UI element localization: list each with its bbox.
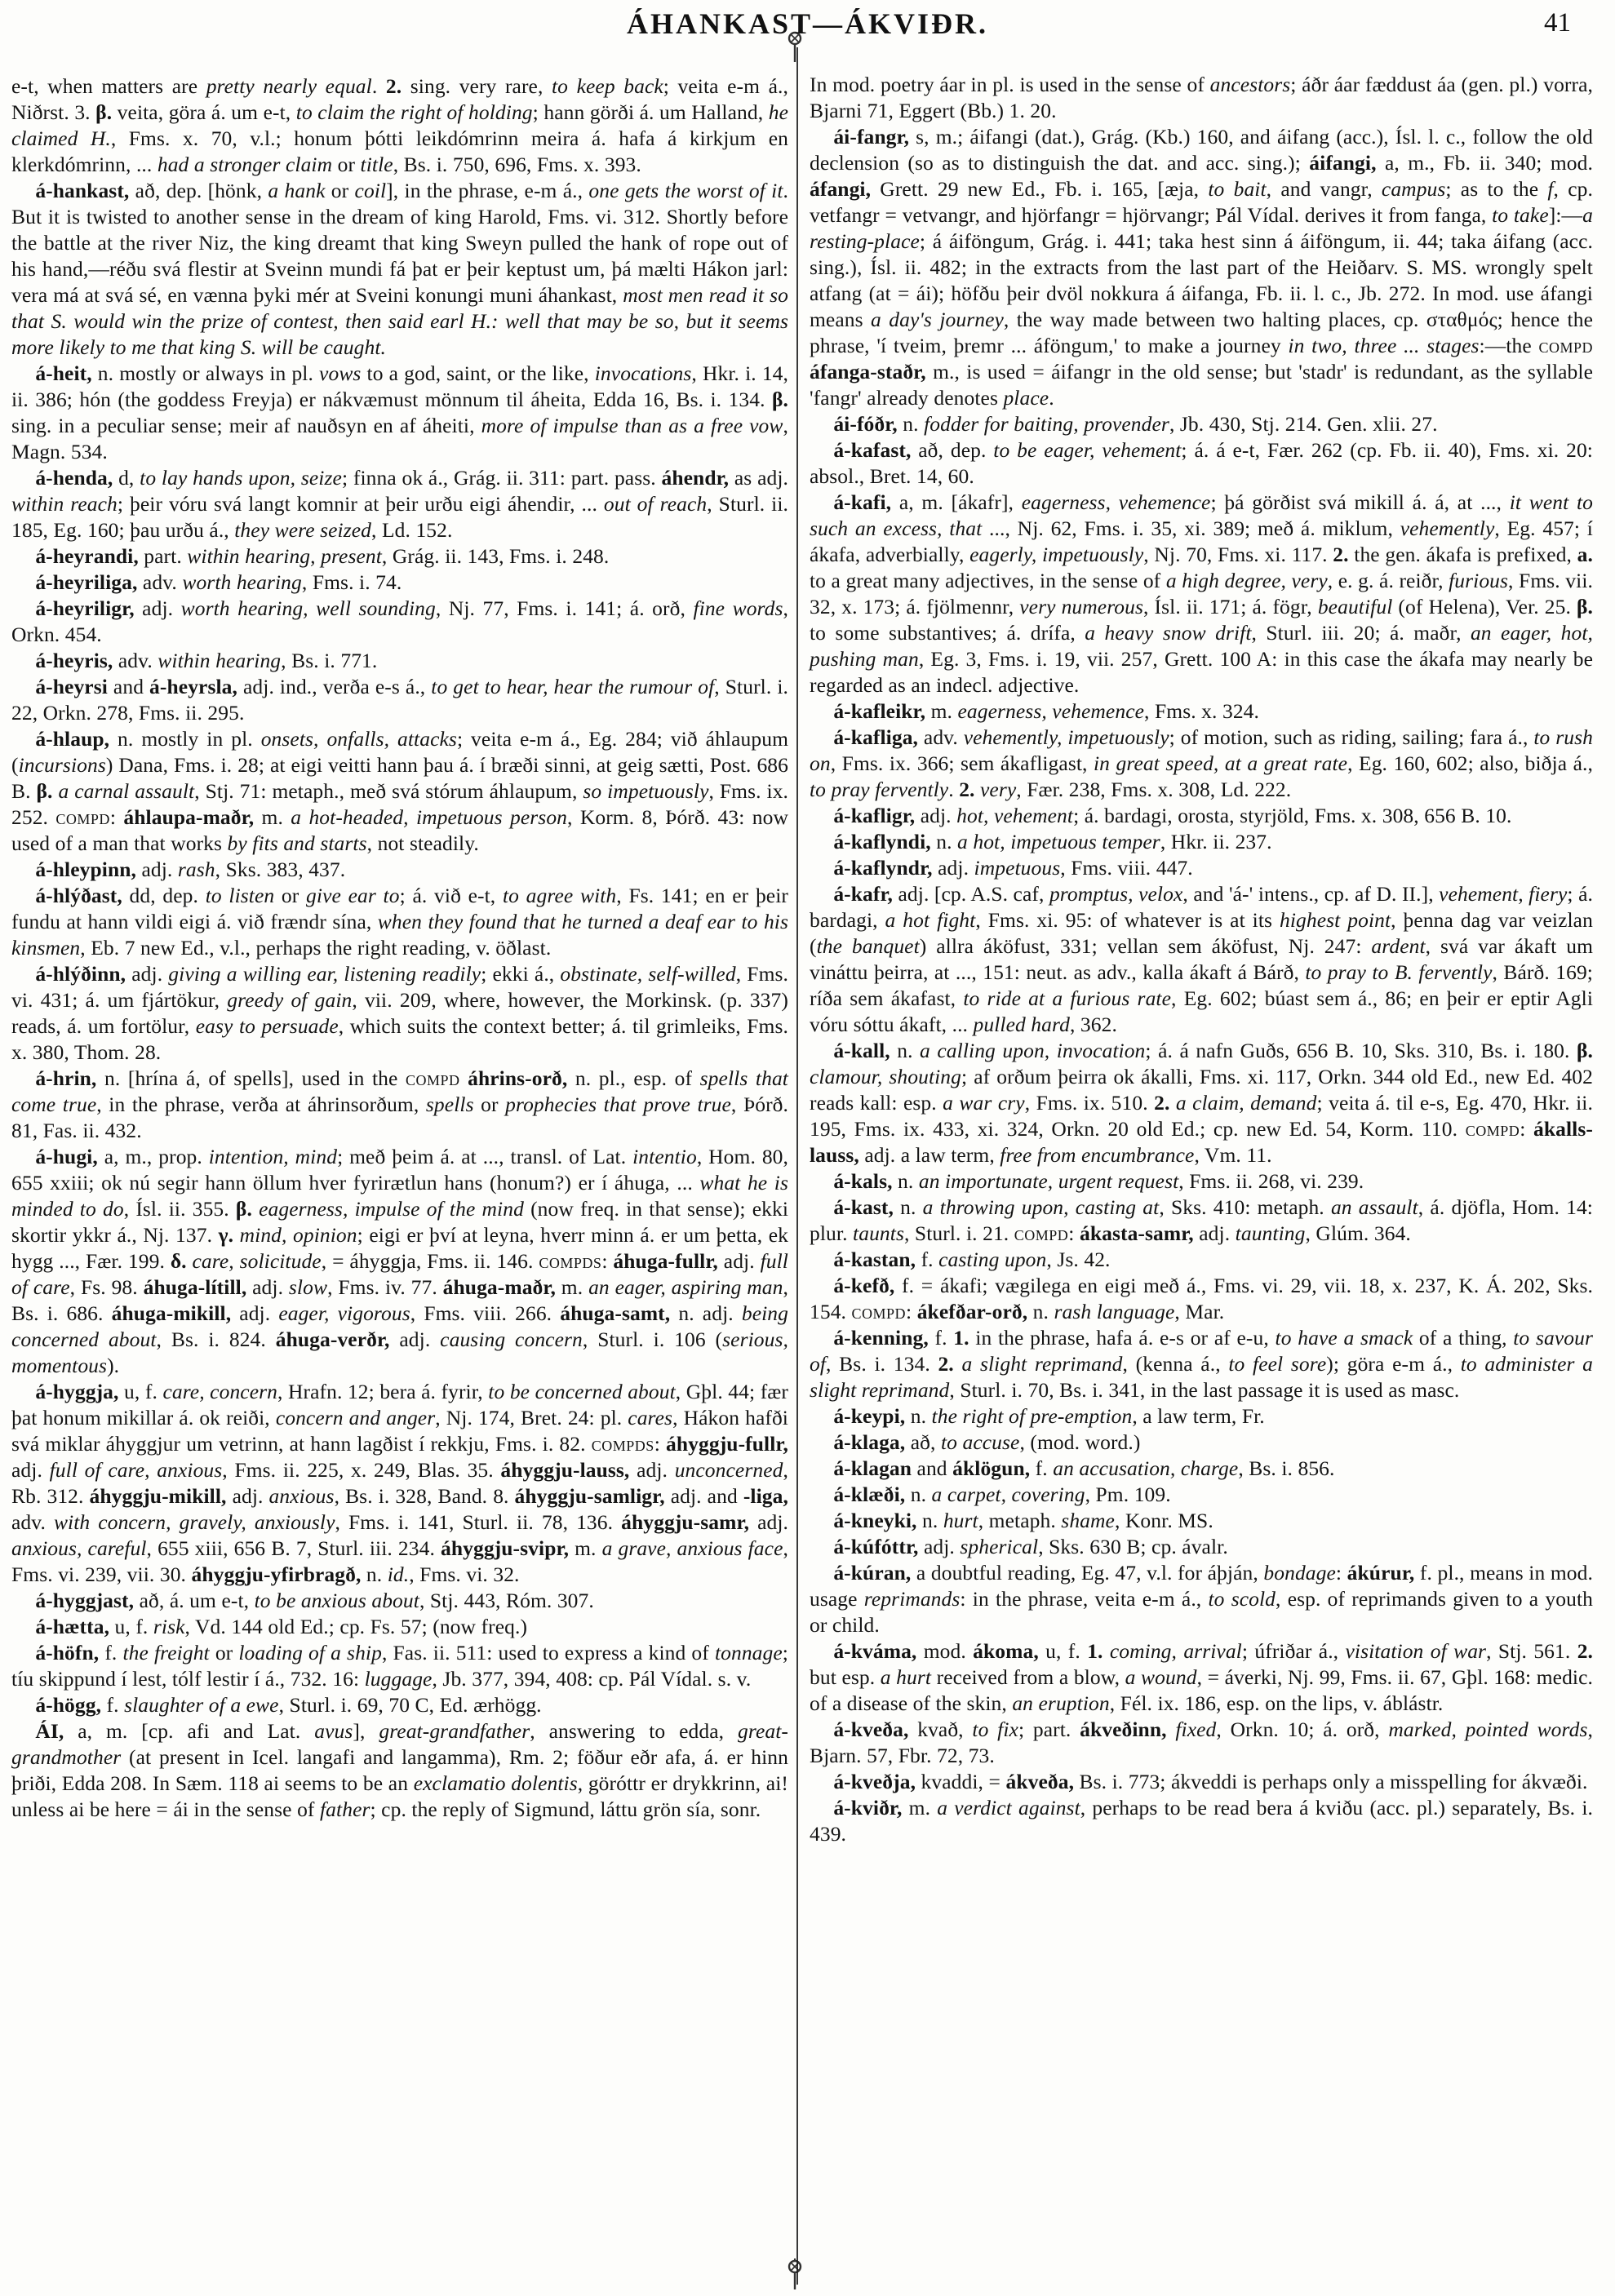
dictionary-entry: á-klæði, n. a carpet, covering, Pm. 109. bbox=[833, 1483, 1171, 1506]
dictionary-entry: á-hyggja, u, f. care, concern, Hrafn. 12; bera á. fyrir, to be concerned about, Gþl. 44; fær þat honum mikillar á. ok reiði, concern and anger, Nj. 174, Bret. 24: pl. cares, Hákon hafði svá miklar áhyggjur um vetrinn, at hann lagðist í rekkju, Fms. i. 82. compds: áhyggju-fullr, adj. full of care, anxious, Fms. ii. 225, x. 249, Blas. 35. áhyggju-lauss, adj. unconcerned, Rb. 312. áhyggju-mikill, adj. anxious, Bs. i. 328, Band. 8. áhyggju-samligr, adj. and -liga, adv. with concern, gravely, anxiously, Fms. i. 141, Sturl. ii. 78, 136. áhyggju-samr, adj. anxious, careful, 655 xiii, 656 B. 7, Sturl. iii. 234. áhyggju-svipr, m. a grave, anxious face, Fms. vi. 239, vii. 30. áhyggju-yfirbragð, n. id., Fms. vi. 32. bbox=[11, 1380, 788, 1586]
dictionary-entry: á-heyris, adv. within hearing, Bs. i. 771. bbox=[35, 649, 378, 672]
dictionary-entry: á-klagan and áklögun, f. an accusation, charge, Bs. i. 856. bbox=[833, 1456, 1335, 1480]
dictionary-entry: á-hrin, n. [hrína á, of spells], used in the compd áhrins-orð, n. pl., esp. of spells that come true, in the phrase, verða at áhrinsorðum, spells or prophecies that prove true, Þórð. 81, Fas. ii. 432. bbox=[11, 1066, 788, 1142]
dictionary-entry: á-klaga, að, to accuse, (mod. word.) bbox=[833, 1430, 1141, 1454]
dictionary-entry: á-kefð, f. = ákafi; vægilega en eigi með á., Fms. vi. 29, vii. 18, x. 237, K. Á. 202, Sks. 154. compd: ákefðar-orð, n. rash language, Mar. bbox=[810, 1274, 1593, 1323]
dictionary-entry: á-kastan, f. casting upon, Js. 42. bbox=[833, 1248, 1111, 1271]
dictionary-entry: á-kafleikr, m. eagerness, vehemence, Fms. x. 324. bbox=[833, 699, 1260, 723]
dictionary-entry: á-hugi, a, m., prop. intention, mind; með þeim á. at ..., transl. of Lat. intentio, Hom. 80, 655 xxiii; ok nú segir hann öllum hver fyrirætlun hans (honum?) er í áhuga, ... what he is minded to do, Ísl. ii. 355. β. eagerness, impulse of the mind (now freq. in that sense); ekki skortir ykkr á., Nj. 137. γ. mind, opinion; eigi er því at leyna, hverr minn á. er um þetta, ek hygg ..., Fær. 199. δ. care, solicitude, = áhyggja, Fms. ii. 146. compds: áhuga-fullr, adj. full of care, Fs. 98. áhuga-lítill, adj. slow, Fms. iv. 77. áhuga-maðr, m. an eager, aspiring man, Bs. i. 686. áhuga-mikill, adj. eager, vigorous, Fms. viii. 266. áhuga-samt, n. adj. being concerned about, Bs. i. 824. áhuga-verðr, adj. causing concern, Sturl. i. 106 (serious, momentous). bbox=[11, 1145, 789, 1377]
dictionary-entry: á-kviðr, m. a verdict against, perhaps to be read bera á kviðu (acc. pl.) separately, Bs. i. 439. bbox=[810, 1796, 1593, 1846]
dictionary-entry: á-kveðja, kvaddi, = ákveða, Bs. i. 773; ákveddi is perhaps only a misspelling for ákvæði. bbox=[833, 1770, 1588, 1793]
dictionary-entry: á-hætta, u, f. risk, Vd. 144 old Ed.; cp. Fs. 57; (now freq.) bbox=[35, 1615, 528, 1638]
dictionary-entry: á-kveða, kvað, to fix; part. ákveðinn, fixed, Orkn. 10; á. orð, marked, pointed words, Bjarn. 57, Fbr. 72, 73. bbox=[810, 1718, 1593, 1767]
dictionary-entry: á-kenning, f. 1. in the phrase, hafa á. e-s or af e-u, to have a smack of a thing, to savour of, Bs. i. 134. 2. a slight reprimand, (kenna á., to feel sore); göra e-m á., to administer a slight reprimand, Sturl. i. 70, Bs. i. 341, in the last passage it is used as masc. bbox=[810, 1326, 1594, 1402]
dictionary-entry: á-kneyki, n. hurt, metaph. shame, Konr. MS. bbox=[833, 1509, 1213, 1532]
dictionary-entry: á-kúran, a doubtful reading, Eg. 47, v.l. for áþján, bondage: ákúrur, f. pl., means in mod. usage reprimands: in the phrase, veita e-m á., to scold, esp. of reprimands given to a youth or child. bbox=[810, 1561, 1593, 1637]
page-title: ÁHANKAST—ÁKVIÐR. bbox=[626, 7, 989, 40]
dictionary-entry: ái-fangr, s, m.; áifangi (dat.), Grág. (Kb.) 160, and áifang (acc.), Ísl. l. c., follow the old declension (so as to distinguish the dat. and acc. sing.); áifangi, a, m., Fb. ii. 340; mod. áfangi, Grett. 29 new Ed., Fb. i. 165, [æja, to bait, and vangr, campus; as to the f, cp. vetfangr = vetvangr, and hjörfangr = hjörvangr; Pál Vídal. derives it from fanga, to take]:—a resting-place; á áiföngum, Grág. i. 441; taka hest sinn á áiföngum, ii. 44; taka áifang (acc. sing.), Ísl. ii. 482; in the extracts from the last part of the Heiðarv. S. MS. wrongly spelt atfang (at = ái); höfðu þeir dvöl nokkura á áifanga, Fb. ii. l. c., Jb. 272. In mod. use áfangi means a day's journey, the way made between two halting places, cp. σταθμός; hence the phrase, 'í tveim, þremr ... áföngum,' to make a journey in two, three ... stages:—the compd áfanga-staðr, m., is used = áifangr in the old sense; but 'stadr' is redundant, as the syllable 'fangr' already denotes place. bbox=[810, 125, 1594, 410]
dictionary-entry: á-kafi, a, m. [ákafr], eagerness, vehemence; þá görðist svá mikill á. á, at ..., it went to such an excess, that ..., Nj. 62, Fms. i. 35, xi. 389; með á. miklum, vehemently, Eg. 457; í ákafa, adverbially, eagerly, impetuously, Nj. 70, Fms. xi. 117. 2. the gen. ákafa is prefixed, a. to a great many adjectives, in the sense of a high degree, very, e. g. á. reiðr, furious, Fms. vii. 32, x. 173; á. fjölmennr, very numerous, Ísl. ii. 171; á. fögr, beautiful (of Helena), Ver. 25. β. to some substantives; á. drífa, a heavy snow drift, Sturl. iii. 20; á. maðr, an eager, hot, pushing man, Eg. 3, Fms. i. 19, vii. 257, Grett. 100 A: in this case the ákafa may nearly be regarded as an indecl. adjective. bbox=[810, 490, 1594, 697]
dictionary-entry: á-kafr, adj. [cp. A.S. caf, promptus, velox, and 'á-' intens., cp. af D. II.], vehement, fiery; á. bardagi, a hot fight, Fms. xi. 95: of whatever is at its highest point, þenna dag var veizlan (the banquet) allra áköfust, 331; vellan sem áköfust, Nj. 247: ardent, svá var ákaft um vináttu þeirra, at ..., 151: neut. as adv., kalla ákaft á Bárð, to pray to B. fervently, Bárð. 169; ríða sem ákafast, to ride at a furious rate, Eg. 602; búast sem á., 86; en þeir er eptir Agli vóru sóttu ákaft, ... pulled hard, 362. bbox=[810, 882, 1594, 1036]
dictionary-entry: á-heyrandi, part. within hearing, present, Grág. ii. 143, Fms. i. 248. bbox=[35, 544, 610, 568]
column-divider-rule bbox=[796, 47, 798, 2285]
dictionary-entry: á-kast, n. a throwing upon, casting at, Sks. 410: metaph. an assault, á. djöfla, Hom. 14: plur. taunts, Sturl. i. 21. compd: ákasta-samr, adj. taunting, Glúm. 364. bbox=[810, 1195, 1593, 1245]
dictionary-entry: ái-fóðr, n. fodder for baiting, provender, Jb. 430, Stj. 214. Gen. xlii. 27. bbox=[833, 412, 1438, 436]
right-column bbox=[810, 72, 1593, 1847]
dictionary-entry: á-hlaup, n. mostly in pl. onsets, onfalls, attacks; veita e-m á., Eg. 284; við áhlaupum (incursions) Dana, Fms. i. 28; at eigi veitti hann þau á. í bræði sinni, at geig sætti, Post. 686 B. β. a carnal assault, Stj. 71: metaph., með svá stórum áhlaupum, so impetuously, Fms. ix. 252. compd: áhlaupa-maðr, m. a hot-headed, impetuous person, Korm. 8, Þórð. 43: now used of a man that works by fits and starts, not steadily. bbox=[11, 727, 789, 855]
left-column bbox=[11, 73, 788, 1823]
dictionary-entry: á-kaflyndr, adj. impetuous, Fms. viii. 447. bbox=[833, 856, 1193, 880]
dictionary-entry: á-hleypinn, adj. rash, Sks. 383, 437. bbox=[35, 858, 346, 881]
dictionary-entry: á-kváma, mod. ákoma, u, f. 1. coming, arrival; úfriðar á., visitation of war, Stj. 561. 2. but esp. a hurt received from a blow, a wound, = áverki, Nj. 99, Fms. ii. 67, Gþl. 168: medic. of a disease of the skin, an eruption, Fél. ix. 186, esp. on the lips, v. áblástr. bbox=[810, 1639, 1594, 1715]
dictionary-entry: á-keypi, n. the right of pre-emption, a law term, Fr. bbox=[833, 1404, 1265, 1428]
dictionary-entry: á-heyrsi and á-heyrsla, adj. ind., verða e-s á., to get to hear, hear the rumour of, Sturl. i. 22, Orkn. 278, Fms. ii. 295. bbox=[11, 675, 788, 725]
dictionary-entry: á-hlýðinn, adj. giving a willing ear, listening readily; ekki á., obstinate, self-willed, Fms. vi. 431; á. um fjártökur, greedy of gain, vii. 209, where, however, the Morkinsk. (p. 337) reads, á. um fortölur, easy to persuade, which suits the context better; á. til grimleiks, Fms. x. 380, Thom. 28. bbox=[11, 962, 788, 1064]
dictionary-entry: á-heit, n. mostly or always in pl. vows to a god, saint, or the like, invocations, Hkr. i. 14, ii. 386; hón (the goddess Freyja) er nákvæmust mönnum til áheita, Edda 16, Bs. i. 134. β. sing. in a peculiar sense; meir af nauðsyn en af áheiti, more of impulse than as a free vow, Magn. 534. bbox=[11, 361, 789, 463]
dictionary-entry: á-henda, d, to lay hands upon, seize; finna ok á., Grág. ii. 311: part. pass. áhendr, as adj. within reach; þeir vóru svá langt komnir at þeir urðu eigi áhendir, ... out of reach, Sturl. ii. 185, Eg. 160; þau urðu á., they were seized, Ld. 152. bbox=[11, 466, 789, 542]
dictionary-entry: á-kafliga, adv. vehemently, impetuously; of motion, such as riding, sailing; fara á., to rush on, Fms. ix. 366; sem ákafligast, in great speed, at a great rate, Eg. 160, 602; also, biðja á., to pray fervently. 2. very, Fær. 238, Fms. x. 308, Ld. 222. bbox=[810, 725, 1593, 801]
orb-cross-mark-bottom-icon bbox=[783, 2257, 810, 2291]
dictionary-entry: á-heyriliga, adv. worth hearing, Fms. i. 74. bbox=[35, 570, 402, 594]
dictionary-entry: á-hankast, að, dep. [hönk, a hank or coil], in the phrase, e-m á., one gets the worst of it. But it is twisted to another sense in the dream of king Harold, Fms. vi. 312. Shortly before the battle at the river Niz, the king dreamt that king Sweyn pulled the hank of rope out of his hand,—réðu svá flestir at Sveinn mundi fá þat er þeir keptust um, þá mælti Hákon jarl: vera má at svá sé, en vænna þyki mér at Sveini konungi muni áhankast, most men read it so that S. would win the prize of contest, then said earl H.: well that may be so, but it seems more likely to me that king S. will be caught. bbox=[11, 179, 789, 359]
dictionary-entry: á-högg, f. slaughter of a ewe, Sturl. i. 69, 70 C, Ed. ærhögg. bbox=[35, 1693, 542, 1717]
dictionary-entry: In mod. poetry áar in pl. is used in the sense of ancestors; áðr áar fæddust áa (gen. pl.) vorra, Bjarni 71, Eggert (Bb.) 1. 20. bbox=[810, 73, 1593, 122]
dictionary-entry: á-kaflyndi, n. a hot, impetuous temper, Hkr. ii. 237. bbox=[833, 830, 1272, 853]
dictionary-entry: á-hyggjast, að, á. um e-t, to be anxious about, Stj. 443, Róm. 307. bbox=[35, 1589, 594, 1612]
dictionary-entry: á-kafast, að, dep. to be eager, vehement; á. á e-t, Fær. 262 (cp. Fb. ii. 40), Fms. xi. 20: absol., Bret. 14, 60. bbox=[810, 438, 1593, 488]
dictionary-entry: á-kall, n. a calling upon, invocation; á. á nafn Guðs, 656 B. 10, Sks. 310, Bs. i. 180. β. clamour, shouting; af orðum þeirra ok ákalli, Fms. xi. 117, Orkn. 344 old Ed., new Ed. 402 reads kall: esp. a war cry, Fms. ix. 510. 2. a claim, demand; veita á. til e-s, Eg. 470, Hkr. ii. 195, Fms. ix. 433, xi. 324, Orkn. 20 old Ed.; cp. new Ed. 54, Korm. 110. compd: ákalls-lauss, adj. a law term, free from encumbrance, Vm. 11. bbox=[810, 1039, 1594, 1167]
dictionary-entry: á-kafligr, adj. hot, vehement; á. bardagi, orosta, styrjöld, Fms. x. 308, 656 B. 10. bbox=[833, 804, 1512, 827]
dictionary-entry: á-hlýðast, dd, dep. to listen or give ear to; á. við e-t, to agree with, Fs. 141; en er þeir fundu at hann vildi eigi á. við frændr sína, when they found that he turned a deaf ear to his kinsmen, Eb. 7 new Ed., v.l., perhaps the right reading, v. öðlast. bbox=[11, 884, 789, 960]
dictionary-entry: á-höfn, f. the freight or loading of a ship, Fas. ii. 511: used to express a kind of tonnage; tíu skippund í lest, tólf lestir í á., 732. 16: luggage, Jb. 377, 394, 408: cp. Pál Vídal. s. v. bbox=[11, 1641, 788, 1691]
dictionary-entry: ÁI, a, m. [cp. afi and Lat. avus], great-grandfather, answering to edda, great-grandmother (at present in Icel. langafi and langamma), Rm. 2; föður eðr afa, á. er hinn þriði, Edda 208. In Sæm. 118 ai seems to be an exclamatio dolentis, göróttr er drykkrinn, ai! unless ai be here = ái in the sense of father; cp. the reply of Sigmund, láttu grön sía, sonr. bbox=[11, 1719, 789, 1821]
dictionary-entry: e-t, when matters are pretty nearly equal. 2. sing. very rare, to keep back; veita e-m á., Niðrst. 3. β. veita, göra á. um e-t, to claim the right of holding; hann görði á. um Halland, he claimed H., Fms. x. 70, v.l.; honum þótti leikdómrinn meira á. hafa á kirkjum en klerkdómrinn, ... had a stronger claim or title, Bs. i. 750, 696, Fms. x. 393. bbox=[11, 74, 788, 176]
dictionary-entry: á-kúfóttr, adj. spherical, Sks. 630 B; cp. ávalr. bbox=[833, 1535, 1228, 1558]
dictionary-entry: á-kals, n. an importunate, urgent request, Fms. ii. 268, vi. 239. bbox=[833, 1169, 1364, 1193]
dictionary-entry: á-heyriligr, adj. worth hearing, well sounding, Nj. 77, Fms. i. 141; á. orð, fine words, Orkn. 454. bbox=[11, 596, 788, 646]
page-number: 41 bbox=[1544, 8, 1571, 38]
